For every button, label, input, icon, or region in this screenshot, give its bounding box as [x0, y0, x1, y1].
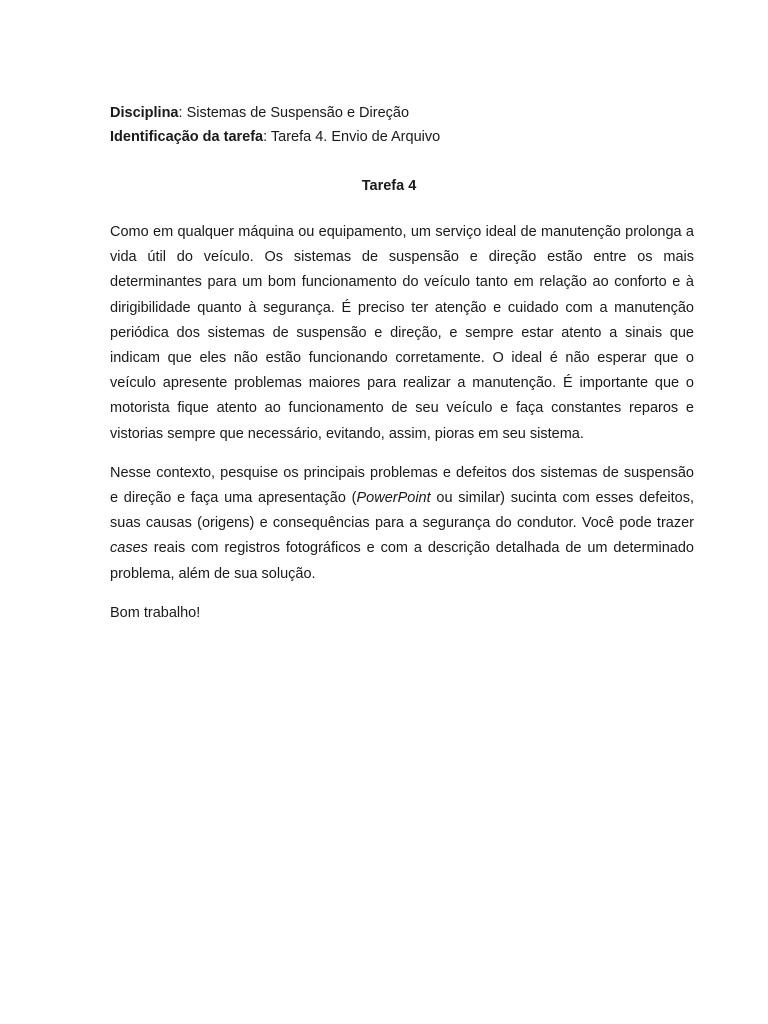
task-id-separator: : — [263, 129, 271, 145]
task-id-label: Identificação da tarefa — [110, 129, 264, 145]
paragraph-2-part-2: ou similar) sucinta com esses defeitos, suas causas (origens) e consequências para a segurança do condutor. Você pode trazer — [110, 490, 694, 532]
paragraph-2-part-1: Nesse contexto, pesquise os principais problemas e defeitos dos sistemas de suspensão e direção e faça uma apresentação ( — [110, 464, 694, 507]
paragraph-2-italic-1: PowerPoint — [356, 490, 431, 507]
document-body — [110, 220, 694, 640]
discipline-value: Sistemas de Suspensão e Direção — [186, 105, 410, 121]
closing-line: Bom trabalho! — [110, 604, 201, 621]
discipline-separator: : — [178, 105, 187, 121]
discipline-label: Disciplina — [110, 105, 179, 121]
discipline-line — [110, 101, 440, 125]
document-header — [110, 101, 440, 149]
paragraph-2-part-3: reais com registros fotográficos e com a descrição detalhada de um determinado problema, além de sua solução. — [110, 540, 694, 582]
task-id-value: Tarefa 4. Envio de Arquivo — [270, 129, 441, 145]
paragraph-2 — [110, 461, 694, 587]
paragraph-2-italic-2: cases — [110, 540, 148, 557]
paragraph-1: Como em qualquer máquina ou equipamento, um serviço ideal de manutenção prolonga a vida útil do veículo. Os sistemas de suspensão e direção estão entre os mais determinantes para um bom funcionamento do veículo tanto em relação ao conforto e à dirigibilidade quanto à segurança. É preciso ter atenção e cuidado com a manutenção periódica dos sistemas de suspensão e direção, e sempre estar atento a sinais que indicam que eles não estão funcionando corretamente. O ideal é não esperar que o veículo apresente problemas maiores para realizar a manutenção. É importante que o motorista fique atento ao funcionamento de seu veículo e faça constantes reparos e vistorias sempre que necessário, evitando, assim, pioras em seu sistema. — [110, 224, 694, 442]
task-id-line — [110, 125, 440, 149]
task-title: Tarefa 4 — [361, 178, 417, 194]
